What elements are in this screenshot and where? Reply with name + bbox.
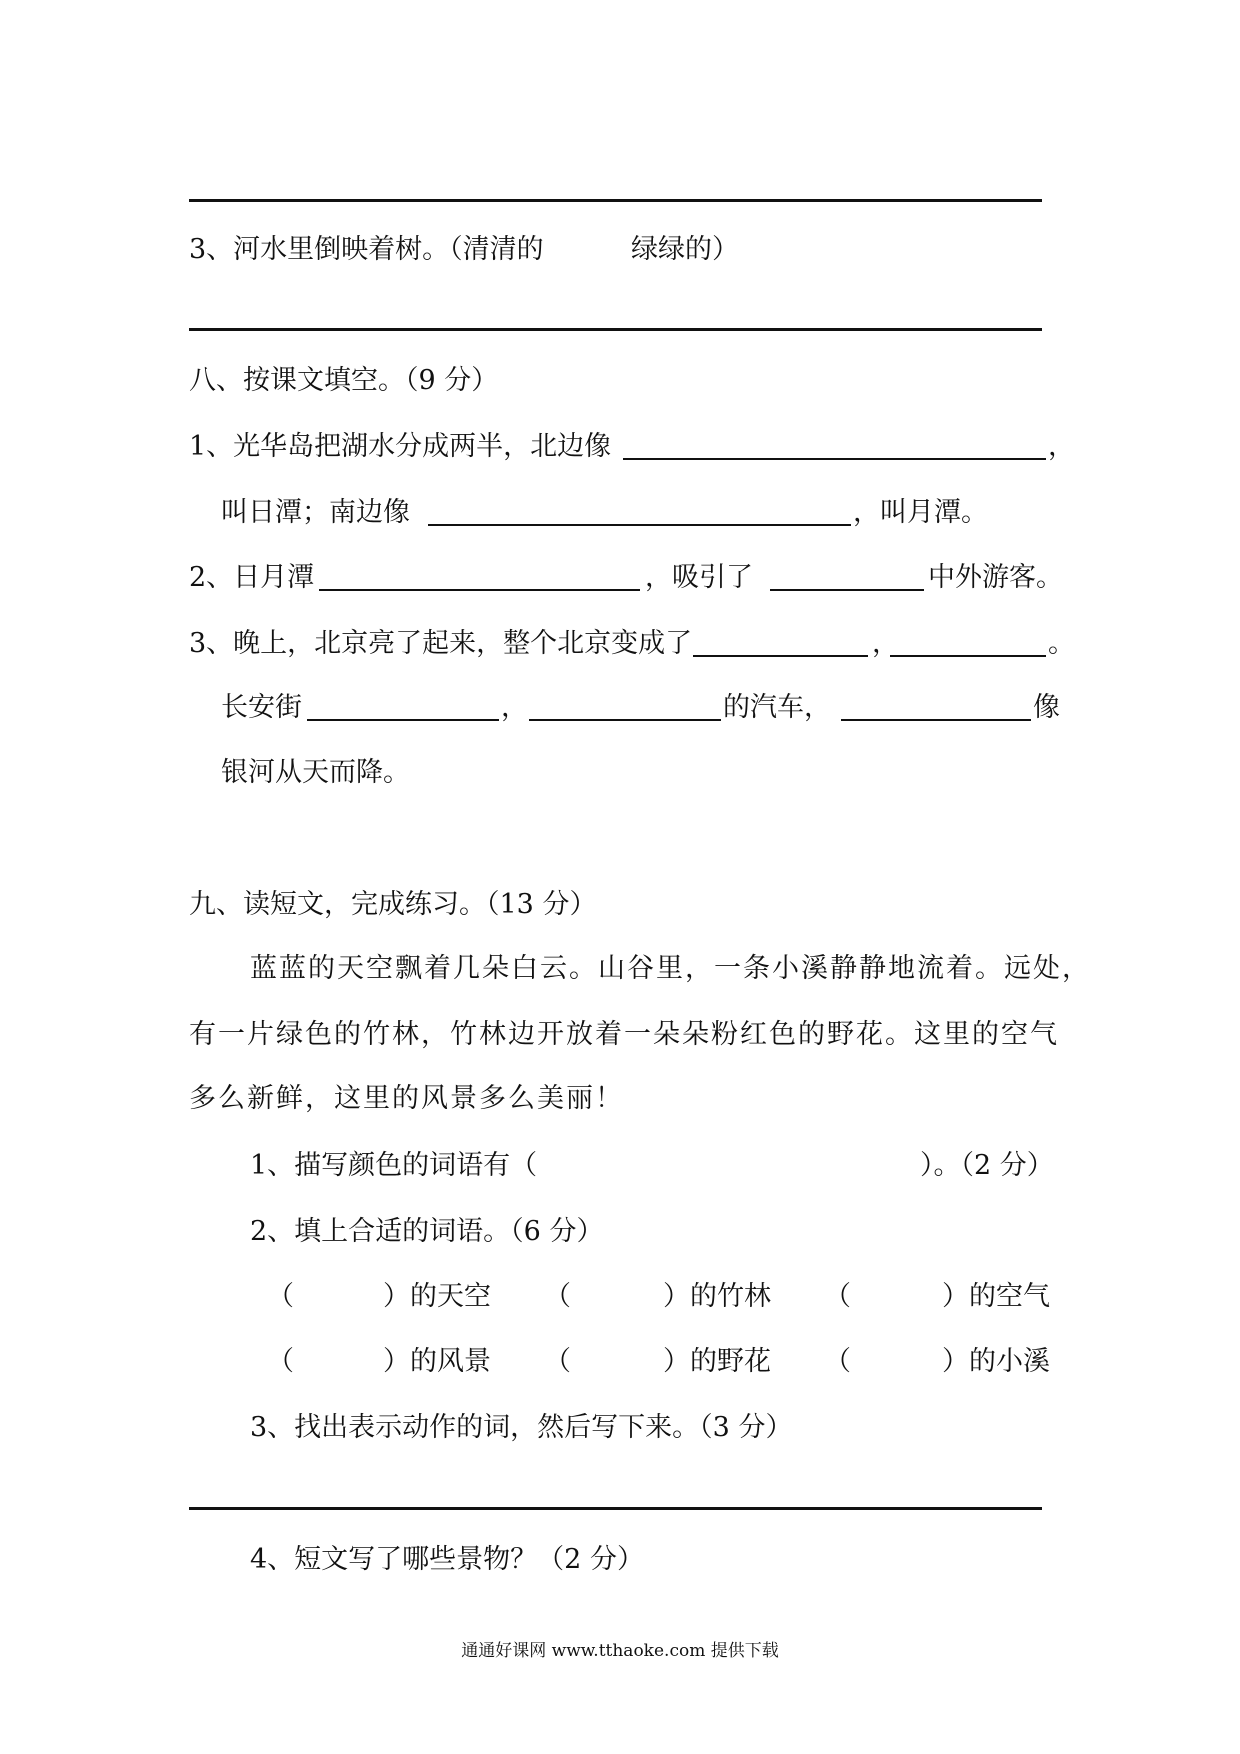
word-suffix: ）的小溪 — [942, 1346, 1050, 1377]
passage-line — [0, 951, 1240, 987]
fill-blank — [890, 655, 1046, 657]
fill-blank — [428, 524, 851, 526]
word-suffix: ）的空气 — [942, 1281, 1050, 1312]
section9-title — [0, 887, 1240, 923]
fill-blank — [319, 589, 640, 591]
item-text: 叫日潭；南边像 — [221, 497, 410, 528]
passage-line — [0, 1017, 1240, 1053]
paren-open: （ — [544, 1281, 571, 1312]
option-word: 绿绿的） — [631, 234, 739, 265]
section8-item3-line3 — [0, 755, 1240, 791]
question-4 — [0, 1542, 1240, 1578]
answer-line — [189, 328, 1042, 331]
item-text: 3、河水里倒映着树。（清清的 — [189, 234, 544, 265]
word-suffix: ）的天空 — [383, 1281, 491, 1312]
item-text: 1、光华岛把湖水分成两半，北边像 — [189, 431, 612, 462]
paren-open: （ — [544, 1346, 571, 1377]
section-heading: 九、读短文，完成练习。（13 分） — [189, 889, 597, 920]
punctuation: ， — [872, 628, 899, 659]
fill-blank — [529, 719, 721, 721]
question-1 — [0, 1148, 1240, 1184]
word-fill-row — [0, 1344, 1240, 1380]
passage-text: 蓝蓝的天空飘着几朵白云。山谷里，一条小溪静静地流着。远处， — [250, 953, 1091, 984]
question-2 — [0, 1214, 1240, 1250]
punctuation: ， — [501, 692, 528, 723]
fill-blank — [770, 589, 924, 591]
passage-text: 多么新鲜，这里的风景多么美丽！ — [189, 1083, 624, 1114]
paren-open: （ — [267, 1346, 294, 1377]
item-text: 中外游客。 — [928, 562, 1063, 593]
question-prompt: 1、描写颜色的词语有（ — [250, 1150, 538, 1181]
paren-open: （ — [824, 1281, 851, 1312]
fill-blank — [693, 655, 868, 657]
passage-line — [0, 1081, 1240, 1117]
item-text: 2、日月潭 — [189, 562, 315, 593]
paren-open: （ — [824, 1346, 851, 1377]
section8-item2 — [0, 560, 1240, 596]
item-text: 像 — [1033, 692, 1060, 723]
section8-item3-line2 — [0, 690, 1240, 726]
section8-item1-line1 — [0, 429, 1240, 465]
section-heading: 八、按课文填空。（9 分） — [189, 365, 499, 396]
answer-line — [189, 1507, 1042, 1510]
item-text: ，叫月潭。 — [853, 497, 988, 528]
fill-blank — [623, 458, 1046, 460]
section8-title — [0, 363, 1240, 399]
item-text: 银河从天而降。 — [221, 757, 410, 788]
page-footer: 通通好课网 www.tthaoke.com 提供下载 — [461, 1641, 779, 1661]
paren-open: （ — [267, 1281, 294, 1312]
question-prompt: 2、填上合适的词语。（6 分） — [250, 1216, 604, 1247]
fill-blank — [307, 719, 499, 721]
question-points: ）。（2 分） — [920, 1150, 1054, 1181]
answer-line — [189, 199, 1042, 202]
fill-blank — [841, 719, 1031, 721]
word-suffix: ）的野花 — [663, 1346, 771, 1377]
word-suffix: ）的竹林 — [663, 1281, 771, 1312]
item-text: 3、晚上，北京亮了起来，整个北京变成了 — [189, 628, 693, 659]
punctuation: 。 — [1048, 628, 1075, 659]
word-fill-row — [0, 1279, 1240, 1315]
item-text: 长安街 — [221, 692, 302, 723]
item-text: 的汽车， — [723, 692, 831, 723]
question-prompt: 3、找出表示动作的词，然后写下来。（3 分） — [250, 1412, 793, 1443]
section7-item3 — [0, 232, 1240, 268]
question-3 — [0, 1410, 1240, 1446]
item-text: ，吸引了 — [645, 562, 753, 593]
word-suffix: ）的风景 — [383, 1346, 491, 1377]
passage-text: 有一片绿色的竹林，竹林边开放着一朵朵粉红色的野花。这里的空气 — [189, 1019, 1059, 1050]
question-prompt: 4、短文写了哪些景物？（2 分） — [250, 1544, 644, 1575]
section8-item3-line1 — [0, 626, 1240, 662]
section8-item1-line2 — [0, 495, 1240, 531]
punctuation: ， — [1048, 431, 1075, 462]
